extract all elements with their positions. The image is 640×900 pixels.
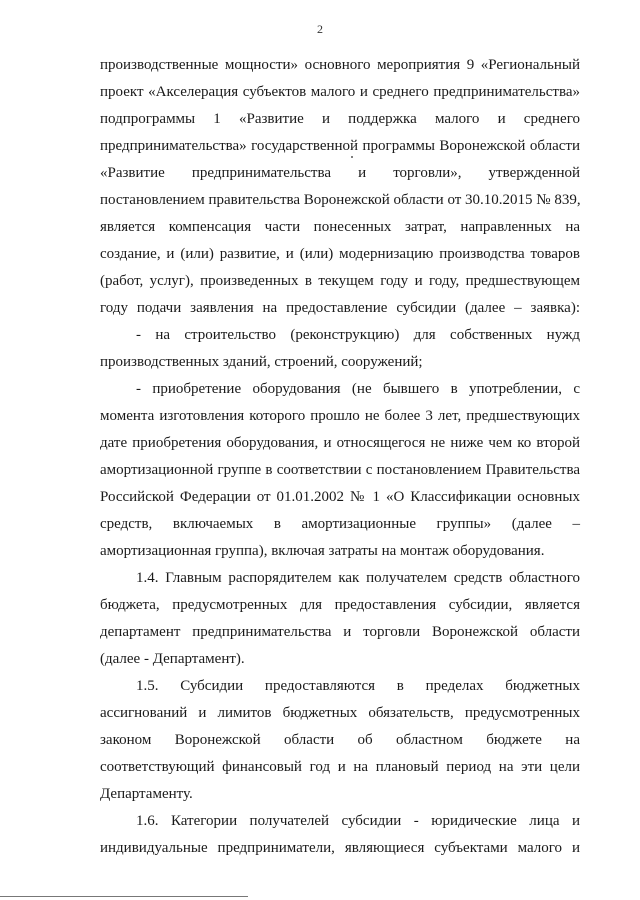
- text-line: (работ, услуг), произведенных в текущем году и году, предшествующем: [100, 273, 580, 289]
- text-line: «Развитие предпринимательства и торговли», утвержденной: [100, 165, 580, 181]
- text-line: - на строительство (реконструкцию) для собственных нужд: [136, 327, 580, 343]
- text-line: ассигнований и лимитов бюджетных обязательств, предусмотренных: [100, 705, 580, 721]
- text-line: подпрограммы 1 «Развитие и поддержка малого и среднего: [100, 111, 580, 127]
- text-line: момента изготовления которого прошло не более 3 лет, предшествующих: [100, 408, 580, 424]
- text-line: постановлением правительства Воронежской области от 30.10.2015 № 839,: [100, 192, 581, 208]
- text-line: создание, и (или) развитие, и (или) модернизацию производства товаров: [100, 246, 580, 262]
- text-line: 1.5. Субсидии предоставляются в пределах бюджетных: [136, 678, 580, 694]
- text-line: законом Воронежской области об областном бюджете на: [100, 732, 580, 748]
- text-line: соответствующий финансовый год и на плановый период на эти цели: [100, 759, 580, 775]
- page-number: 2: [317, 22, 323, 36]
- text-line: производственные мощности» основного мероприятия 9 «Региональный: [100, 57, 580, 73]
- footer-rule: [0, 896, 248, 897]
- text-line: дате приобретения оборудования, и относящегося не ниже чем ко второй: [100, 435, 580, 451]
- text-line: амортизационной группе в соответствии с постановлением Правительства: [100, 462, 580, 478]
- text-line: Департаменту.: [100, 786, 193, 802]
- text-line: году подачи заявления на предоставление субсидии (далее – заявка):: [100, 300, 580, 316]
- text-line: 1.4. Главным распорядителем как получателем средств областного: [136, 570, 580, 586]
- text-line: является компенсация части понесенных затрат, направленных на: [100, 219, 580, 235]
- text-line: амортизационная группа), включая затраты на монтаж оборудования.: [100, 543, 545, 559]
- text-line: предпринимательства» государственной программы Воронежской области: [100, 138, 580, 154]
- text-line: - приобретение оборудования (не бывшего в употреблении, с: [136, 381, 580, 397]
- text-line: департамент предпринимательства и торговли Воронежской области: [100, 624, 580, 640]
- text-line: бюджета, предусмотренных для предоставления субсидии, является: [100, 597, 580, 613]
- text-line: индивидуальные предприниматели, являющиеся субъектами малого и: [100, 840, 580, 856]
- scan-speck: [351, 156, 353, 158]
- text-line: Российской Федерации от 01.01.2002 № 1 «О Классификации основных: [100, 489, 580, 505]
- text-line: средств, включаемых в амортизационные группы» (далее –: [100, 516, 580, 532]
- text-line: 1.6. Категории получателей субсидии - юридические лица и: [136, 813, 580, 829]
- text-line: проект «Акселерация субъектов малого и среднего предпринимательства»: [100, 84, 580, 100]
- text-line: (далее - Департамент).: [100, 651, 245, 667]
- text-line: производственных зданий, строений, сооружений;: [100, 354, 423, 370]
